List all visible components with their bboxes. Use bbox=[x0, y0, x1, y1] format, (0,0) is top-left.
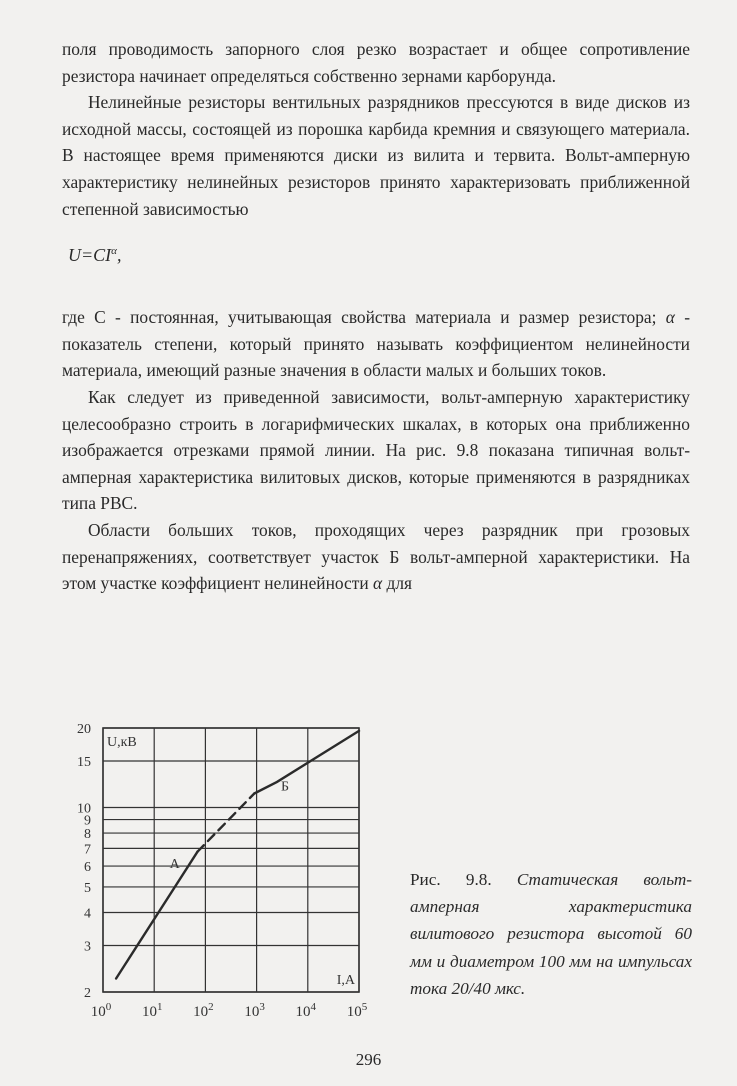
paragraph-5-part-b: для bbox=[382, 573, 413, 594]
paragraph-4: Как следует из приведенной зависимости, вольт-амперную характеристику целесообразно строить в логарифмических шкалах, в которых она приближенно изображается отрезками прямой линии. На рис. 9.8 показана типичная вольт-амперная характеристика вилитовых дисков, которые применяются в разрядниках типа РВС. bbox=[62, 386, 690, 514]
paragraph-1: поля проводимость запорного слоя резко возрастает и общее сопротивление резистора начинает определяться собственно зернами карборунда. bbox=[62, 39, 690, 86]
x-tick-label: $10^5$ bbox=[346, 1001, 368, 1020]
y-tick-label: 10 bbox=[77, 801, 91, 817]
y-tick-label: 2 bbox=[84, 986, 91, 1001]
paragraph-5-part-a: Области больших токов, проходящих через разрядник при грозовых перенапряжениях, соответствует участок Б вольт-амперной характеристики. На этом участке коэффициент нелинейности bbox=[62, 519, 690, 594]
y-tick-label: 20 bbox=[77, 722, 91, 737]
y-tick-label: 3 bbox=[84, 939, 91, 955]
formula-exponent: α bbox=[111, 245, 117, 258]
y-tick-label: 9 bbox=[84, 813, 91, 829]
caption-body: Статическая вольт-амперная характеристика вилитового резистора высотой 60 мм и диаметром 100 мм на импульсах тока 20/40 мкс. bbox=[410, 870, 693, 998]
x-tick-label: $10^3$ bbox=[244, 1001, 265, 1020]
formula-base: U=CI bbox=[68, 245, 112, 266]
paragraph-2: Нелинейные резисторы вентильных разрядников прессуются в виде дисков из исходной массы, состоящей из порошка карбида кремния и связующего материала. В настоящее время применяются диски из вилита и тервита. Вольт-амперную характеристику нелинейных резисторов принято характеризовать приближенной степенной зависимостью bbox=[62, 92, 690, 219]
paragraph-3-part-b: - показатель степени, который принято называть коэффициентом нелинейности материала, имеющий разные значения в области малых и больших токов. bbox=[62, 307, 690, 381]
x-tick-label: $10^0$ bbox=[90, 1001, 112, 1020]
y-tick-label: 15 bbox=[77, 754, 91, 770]
y-axis-label: U,кВ bbox=[107, 735, 137, 750]
x-tick-label: $10^2$ bbox=[193, 1001, 214, 1020]
x-tick-label: $10^1$ bbox=[141, 1001, 163, 1020]
x-axis-label: I,A bbox=[336, 973, 355, 988]
characteristic-segment-2 bbox=[198, 794, 255, 852]
y-tick-label: 7 bbox=[84, 842, 91, 858]
segment-label: Б bbox=[281, 779, 290, 795]
plot-frame bbox=[103, 728, 359, 992]
paragraph-3-part-a: где С - постоянная, учитывающая свойства материала и размер резистора; bbox=[62, 307, 666, 328]
characteristic-segment-1 bbox=[116, 852, 197, 979]
y-tick-label: 6 bbox=[84, 860, 91, 876]
y-tick-label: 4 bbox=[84, 906, 91, 922]
characteristic-segment-3 bbox=[254, 731, 359, 794]
caption-lead: Рис. 9.8. bbox=[410, 870, 517, 889]
page-number: 296 bbox=[355, 1050, 382, 1069]
alpha-symbol: α bbox=[665, 307, 675, 328]
y-tick-label: 8 bbox=[84, 827, 91, 843]
alpha-symbol: α bbox=[373, 573, 383, 594]
y-tick-label: 5 bbox=[84, 880, 91, 896]
figure-caption bbox=[410, 866, 692, 1002]
segment-label: А bbox=[169, 856, 180, 872]
x-tick-label: $10^4$ bbox=[295, 1001, 317, 1020]
formula-end: , bbox=[116, 245, 122, 266]
